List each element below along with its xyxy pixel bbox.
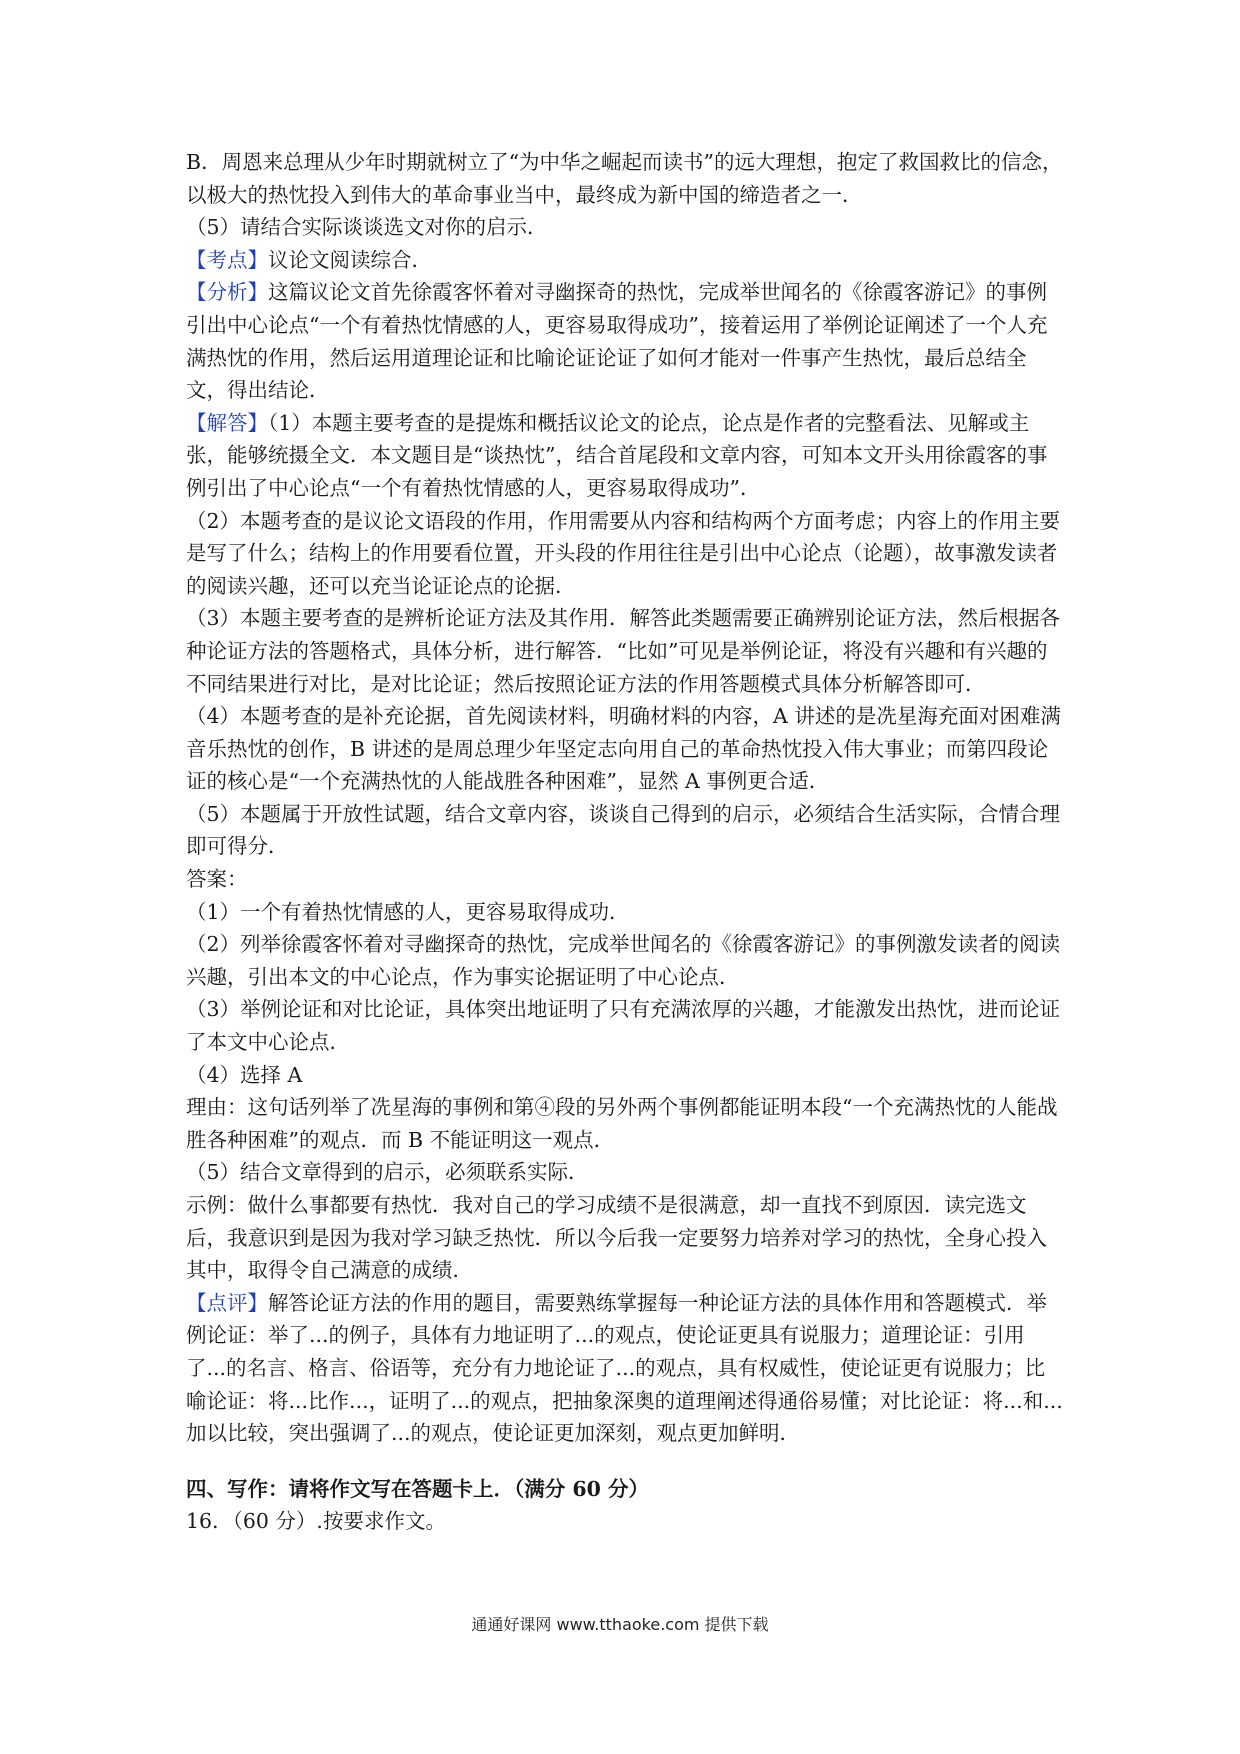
dianping-tag: 【点评】 [186,1290,268,1315]
kaodian-paragraph [186,244,1064,277]
kaodian-text: 议论文阅读综合． [268,247,432,272]
answer-4-reason: 理由：这句话列举了冼星海的事例和第④段的另外两个事例都能证明本段“一个充满热忱的人能战胜各种困难”的观点．而 B 不能证明这一观点． [186,1095,1058,1152]
fenxi-text: 这篇议论文首先徐霞客怀着对寻幽探奇的热忱，完成举世闻名的《徐霞客游记》的事例引出中心论点“一个有着热忱情感的人，更容易取得成功”，接着运用了举例论证阐述了一个人充满热忱的作用，然后运用道理论证和比喻论证论证了如何才能对一件事产生热忱，最后总结全文，得出结论． [186,280,1048,403]
answers-label: 答案： [186,867,248,892]
answer-1: （1）一个有着热忱情感的人，更容易取得成功． [186,899,630,924]
section-spacer [186,1450,1064,1473]
jieda-paragraph-2: （2）本题考查的是议论文语段的作用，作用需要从内容和结构两个方面考虑；内容上的作用主要是写了什么；结构上的作用要看位置，开头段的作用往往是引出中心论点（论题），故事激发读者的阅读兴趣，还可以充当论证论点的论据． [186,508,1061,598]
fenxi-tag: 【分析】 [186,280,268,305]
fenxi-paragraph [186,276,1064,406]
answer-2: （2）列举徐霞客怀着对寻幽探奇的热忱，完成举世闻名的《徐霞客游记》的事例激发读者的阅读兴趣，引出本文的中心论点，作为事实论据证明了中心论点． [186,932,1061,989]
dianping-paragraph [186,1287,1064,1450]
jieda-paragraph-4: （4）本题考查的是补充论据，首先阅读材料，明确材料的内容，A 讲述的是冼星海充面对困难满音乐热忱的创作，B 讲述的是周总理少年坚定志向用自己的革命热忱投入伟大事业；而第四段论证的核心是“一个充满热忱的人能战胜各种困难”，显然 A 事例更合适． [186,704,1061,794]
question-5-prompt: （5）请结合实际谈谈选文对你的启示． [186,215,548,240]
answer-4: （4）选择 A [186,1062,303,1087]
answer-5: （5）结合文章得到的启示，必须联系实际． [186,1160,589,1185]
section-4-heading: 四、写作：请将作文写在答题卡上．（满分 60 分） [186,1476,650,1501]
page-footer: 通通好课网 www.tthaoke.com 提供下载 [471,1615,769,1634]
option-b-paragraph: B．周恩来总理从少年时期就树立了“为中华之崛起而读书”的远大理想，抱定了救国救比的信念，以极大的热忱投入到伟大的革命事业当中，最终成为新中国的缔造者之一． [186,150,1063,207]
jieda-tag: 【解答】 [186,410,268,435]
dianping-text: 解答论证方法的作用的题目，需要熟练掌握每一种论证方法的具体作用和答题模式．举例论证：举了...的例子，具体有力地证明了...的观点，使论证更具有说服力；道理论证：引用了...的名言、格言、俗语等，充分有力地论证了...的观点，具有权威性，使论证更有说服力；比喻论证：将...比作...，证明了...的观点，把抽象深奥的道理阐述得通俗易懂；对比论证：将...和...加以比较，突出强调了...的观点，使论证更加深刻，观点更加鲜明． [186,1290,1063,1446]
jieda-text-1: （1）本题主要考查的是提炼和概括议论文的论点，论点是作者的完整看法、见解或主张，能够统摄全文．本文题目是“谈热忱”，结合首尾段和文章内容，可知本文开头用徐霞客的事例引出了中心论点“一个有着热忱情感的人，更容易取得成功”． [186,410,1048,500]
kaodian-tag: 【考点】 [186,247,268,272]
jieda-paragraph-1 [186,407,1064,505]
answer-5-example: 示例：做什么事都要有热忱．我对自己的学习成绩不是很满意，却一直找不到原因．读完选文后，我意识到是因为我对学习缺乏热忱．所以今后我一定要努力培养对学习的热忱，全身心投入其中，取得令自己满意的成绩． [186,1193,1047,1283]
question-16: 16．（60 分）.按要求作文。 [186,1509,446,1534]
document-body [186,146,1064,1538]
jieda-paragraph-5: （5）本题属于开放性试题，结合文章内容，谈谈自己得到的启示，必须结合生活实际，合情合理即可得分． [186,801,1061,859]
answer-3: （3）举例论证和对比论证，具体突出地证明了只有充满浓厚的兴趣，才能激发出热忱，进而论证了本文中心论点． [186,997,1061,1055]
jieda-paragraph-3: （3）本题主要考查的是辨析论证方法及其作用．解答此类题需要正确辨别论证方法，然后根据各种论证方法的答题格式，具体分析，进行解答．“比如”可见是举例论证，将没有兴趣和有兴趣的不同结果进行对比，是对比论证；然后按照论证方法的作用答题模式具体分析解答即可． [186,606,1061,696]
